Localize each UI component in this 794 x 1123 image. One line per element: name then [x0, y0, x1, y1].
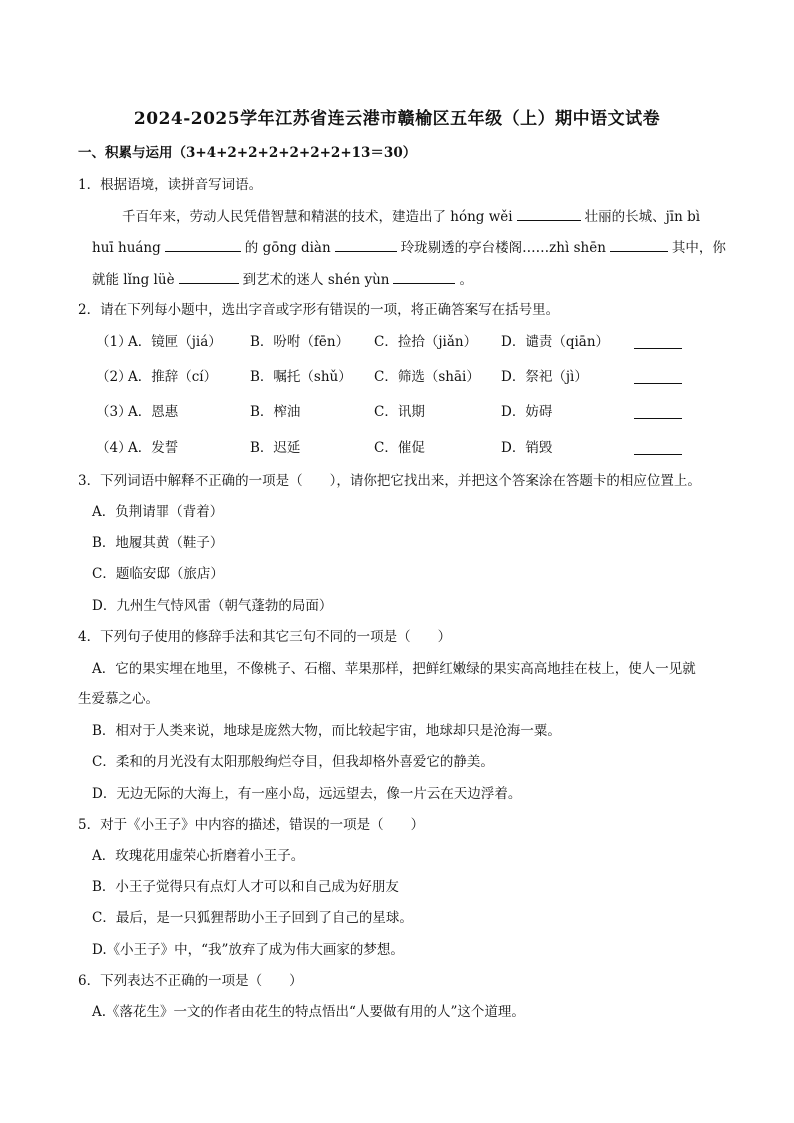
q1-text: 的 gōng diàn	[244, 240, 331, 256]
q2-row-4-option-a: A．发誓	[128, 440, 179, 456]
q1-text: 壮丽的长城、jīn bì	[584, 209, 701, 225]
question-3-stem: 3．下列词语中解释不正确的一项是（ ），请你把它找出来，并把这个答案涂在答题卡的相应位置上。	[78, 473, 701, 489]
question-2-stem: 2．请在下列每小题中，选出字音或字形有错误的一项，将正确答案写在括号里。	[78, 302, 560, 318]
q2-row-3-option-c: C．讯期	[374, 404, 425, 420]
q2-row-2-option-d: D．祭祀（jì）	[501, 369, 588, 385]
q1-text: 就能 lǐng lüè	[92, 272, 175, 288]
q2-row-4-option-c: C．催促	[374, 440, 425, 456]
question-5-stem: 5．对于《小王子》中内容的描述，错误的一项是（ ）	[78, 817, 425, 833]
q4-option-b: B．相对于人类来说，地球是庞然大物，而比较起宇宙，地球却只是沧海一粟。	[92, 723, 561, 739]
q2-row-3-num: （3）	[96, 404, 132, 420]
answer-blank[interactable]	[634, 382, 682, 384]
q6-option-a: A.《落花生》一文的作者由花生的特点悟出“人要做有用的人”这个道理。	[92, 1004, 525, 1020]
question-6-stem: 6．下列表达不正确的一项是（ ）	[78, 973, 303, 989]
q1-text: huī huáng	[92, 240, 161, 256]
page-title: 2024-2025学年江苏省连云港市赣榆区五年级（上）期中语文试卷	[133, 109, 661, 129]
q2-row-3-option-a: A．恩惠	[128, 404, 179, 420]
q1-text: 千百年来，劳动人民凭借智慧和精湛的技术，建造出了 hóng wěi	[122, 209, 513, 225]
answer-blank[interactable]	[335, 237, 397, 252]
question-4-stem: 4．下列句子使用的修辞手法和其它三句不同的一项是（ ）	[78, 629, 452, 645]
q2-row-2-num: （2）	[96, 369, 132, 385]
section-heading: 一、积累与运用（3+4+2+2+2+2+2+2+13＝30）	[78, 145, 417, 161]
q2-row-1-option-c: C．捡拾（jiǎn）	[374, 334, 478, 350]
answer-blank[interactable]	[634, 453, 682, 455]
q4-option-d: D．无边无际的大海上，有一座小岛，远远望去，像一片云在天边浮着。	[92, 786, 522, 802]
question-1-line-1	[122, 206, 700, 226]
q3-option-a: A．负荆请罪（背着）	[92, 504, 224, 520]
q5-option-b: B．小王子觉得只有点灯人才可以和自己成为好朋友	[92, 879, 399, 895]
q2-row-3-option-b: B．榨油	[250, 404, 301, 420]
q5-option-a: A．玫瑰花用虚荣心折磨着小王子。	[92, 848, 305, 864]
q5-option-d: D.《小王子》中，“我”放弃了成为伟大画家的梦想。	[92, 942, 404, 958]
question-1-line-3	[92, 269, 473, 289]
q4-option-c: C．柔和的月光没有太阳那般绚烂夺目，但我却格外喜爱它的静美。	[92, 754, 494, 770]
q2-row-1-option-b: B．吩咐（fēn）	[250, 334, 350, 350]
q4-option-a-continued: 生爱慕之心。	[78, 691, 159, 707]
q2-row-4-num: （4）	[96, 440, 132, 456]
q4-option-a: A．它的果实埋在地里，不像桃子、石榴、苹果那样，把鲜红嫩绿的果实高高地挂在枝上，使人一见就	[92, 661, 696, 677]
q2-row-3-option-d: D．妨碍	[501, 404, 553, 420]
q2-row-2-option-c: C．筛选（shāi）	[374, 369, 480, 385]
q2-row-2-option-a: A．推辞（cí）	[128, 369, 218, 385]
q3-option-d: D．九州生气恃风雷（朝气蓬勃的局面）	[92, 598, 333, 614]
q2-row-1-num: （1）	[96, 334, 132, 350]
q3-option-c: C．题临安邸（旅店）	[92, 566, 224, 582]
q3-option-b: B．地履其黄（鞋子）	[92, 535, 224, 551]
q1-text: 玲珑剔透的亭台楼阁……zhì shēn	[400, 240, 606, 256]
answer-blank[interactable]	[634, 347, 682, 349]
question-1-line-2	[92, 237, 726, 257]
q1-text: 其中，你	[671, 240, 726, 256]
q1-text: 。	[459, 272, 473, 288]
q2-row-4-option-d: D．销毁	[501, 440, 553, 456]
q2-row-4-option-b: B．迟延	[250, 440, 301, 456]
answer-blank[interactable]	[165, 237, 241, 252]
q2-row-1-option-d: D．谴责（qiān）	[501, 334, 610, 350]
answer-blank[interactable]	[610, 237, 668, 252]
answer-blank[interactable]	[634, 417, 682, 419]
question-1-stem: 1．根据语境，读拼音写词语。	[78, 177, 263, 193]
q5-option-c: C．最后，是一只狐狸帮助小王子回到了自己的星球。	[92, 910, 413, 926]
q2-row-2-option-b: B．嘱托（shǔ）	[250, 369, 352, 385]
answer-blank[interactable]	[517, 206, 581, 221]
q1-text: 到艺术的迷人 shén yùn	[242, 272, 390, 288]
answer-blank[interactable]	[179, 269, 239, 284]
q2-row-1-option-a: A．镜匣（jiá）	[128, 334, 222, 350]
answer-blank[interactable]	[393, 269, 455, 284]
